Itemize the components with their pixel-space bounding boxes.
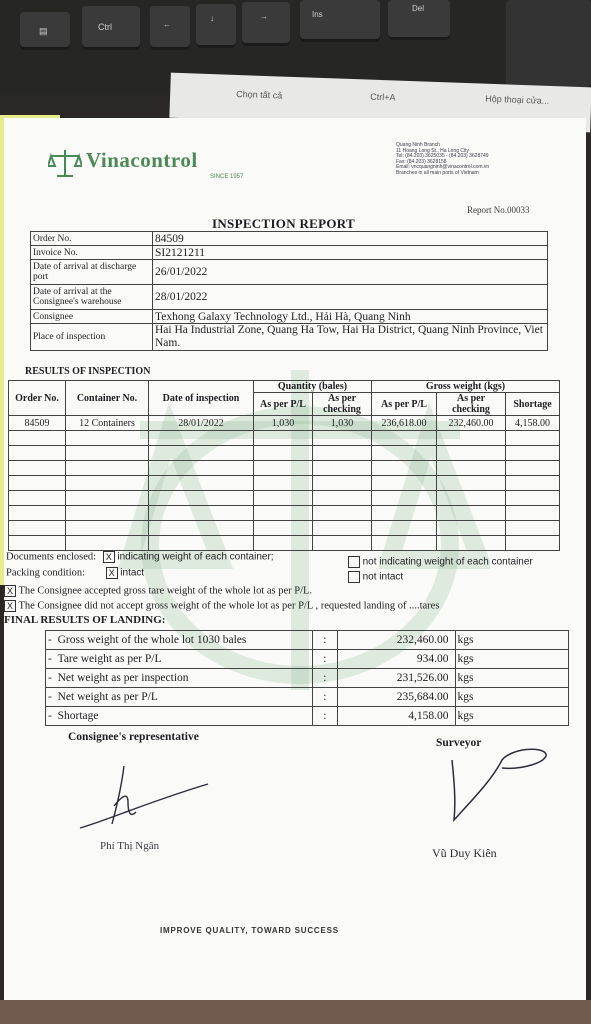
checkbox-not-intact[interactable] xyxy=(348,571,360,583)
table-row xyxy=(9,491,560,506)
not-accept-text: The Consignee did not accept gross weight of the whole lot as per P/L , requested landing of ....tares xyxy=(18,600,440,612)
table-row xyxy=(9,416,560,431)
final-unit: kgs xyxy=(455,650,568,669)
scales-icon xyxy=(48,148,82,178)
consignee-value: Texhong Galaxy Technology Ltd., Hải Hà, Quang Ninh xyxy=(153,310,548,324)
final-separator: : xyxy=(312,669,337,688)
final-label: - Gross weight of the whole lot 1030 bales xyxy=(46,631,313,650)
not-accept-row xyxy=(4,600,439,612)
menu-key: ▤ xyxy=(20,12,70,50)
right-arrow-key: → xyxy=(242,2,290,46)
col-order-no: Order No. xyxy=(9,381,66,416)
table-row xyxy=(9,476,560,491)
doc-option-not-indicating: not indicating weight of each container xyxy=(362,556,533,568)
documents-label: Documents enclosed: xyxy=(6,551,97,563)
col-shortage: Shortage xyxy=(506,393,560,416)
final-label-text: Net weight as per P/L xyxy=(57,691,158,703)
table-row xyxy=(9,521,560,536)
company-since: SINCE 1957 xyxy=(210,174,244,180)
table-row xyxy=(46,669,569,688)
table-row xyxy=(31,285,548,310)
report-title: INSPECTION REPORT xyxy=(212,216,355,231)
branch-line: Tel: (84.203) 3625035 - (84.203) 3628749 xyxy=(396,153,489,160)
down-arrow-key: ↓ xyxy=(196,4,236,48)
cell-qty-check: 1,030 xyxy=(313,416,372,431)
packing-row-alt xyxy=(348,571,403,583)
final-unit: kgs xyxy=(455,707,568,726)
invoice-no-label: Invoice No. xyxy=(31,246,153,260)
table-row xyxy=(9,461,560,476)
arrival-warehouse-label: Date of arrival at the Consignee's warehouse xyxy=(31,285,153,310)
packing-option-not-intact: not intact xyxy=(362,571,404,583)
cell-date: 28/01/2022 xyxy=(149,416,254,431)
arrival-warehouse-value: 28/01/2022 xyxy=(153,285,548,310)
table-row xyxy=(9,536,560,551)
table-row xyxy=(31,324,548,351)
table-row xyxy=(31,232,548,246)
final-value: 235,684.00 xyxy=(337,688,455,707)
underlying-paper: Chọn tất cả Ctrl+A Hộp thoại cửa... xyxy=(169,73,591,133)
checkbox-accepted[interactable]: X xyxy=(4,585,16,597)
final-results-table xyxy=(45,630,569,726)
col-gw-check: As per checking xyxy=(437,393,506,416)
table-row xyxy=(46,688,569,707)
checkbox-not-accepted[interactable]: X xyxy=(4,600,16,612)
place-label: Place of inspection xyxy=(31,324,153,351)
surveyor-name: Vũ Duy Kiên xyxy=(432,846,497,860)
final-unit: kgs xyxy=(455,669,568,688)
final-label-text: Shortage xyxy=(57,710,99,722)
table-row xyxy=(31,246,548,260)
table-header-row xyxy=(9,381,560,393)
cell-gw-pl: 236,618.00 xyxy=(372,416,437,431)
packing-option-intact: intact xyxy=(120,567,145,579)
col-container-no: Container No. xyxy=(66,381,149,416)
col-gw-pl: As per P/L xyxy=(372,393,437,416)
insert-key: Ins xyxy=(300,0,380,42)
cell-order-no: 84509 xyxy=(9,416,66,431)
order-no-value: 84509 xyxy=(153,232,548,246)
col-date: Date of inspection xyxy=(149,381,254,416)
final-value: 232,460.00 xyxy=(337,631,455,650)
table-row xyxy=(31,310,548,324)
consignee-label: Consignee xyxy=(31,310,153,324)
branch-line: Email: vncquangninh@vinacontrol.com.vn xyxy=(396,164,490,171)
final-results-title: FINAL RESULTS OF LANDING: xyxy=(4,614,166,626)
checkbox-not-indicating-weight[interactable] xyxy=(348,556,360,568)
final-label-text: Gross weight of the whole lot 1030 bales xyxy=(57,634,247,646)
doc-option-indicating: indicating weight of each container; xyxy=(117,551,274,563)
final-unit: kgs xyxy=(455,688,568,707)
documents-row-alt xyxy=(348,556,533,568)
table-row xyxy=(9,431,560,446)
branch-line: 11 Hoang Long St., Ha Long City xyxy=(396,147,470,154)
arrival-port-label: Date of arrival at discharge port xyxy=(31,260,153,285)
order-no-label: Order No. xyxy=(31,232,153,246)
final-unit: kgs xyxy=(455,631,568,650)
final-label: - Net weight as per P/L xyxy=(46,688,313,707)
key-block xyxy=(506,0,591,90)
accept-text: The Consignee accepted gross tare weight of the whole lot as per P/L. xyxy=(18,585,313,597)
final-label-text: Net weight as per inspection xyxy=(57,672,189,684)
final-separator: : xyxy=(312,707,337,726)
table-row xyxy=(31,260,548,285)
final-value: 934.00 xyxy=(337,650,455,669)
final-label: - Tare weight as per P/L xyxy=(46,650,313,669)
final-value: 4,158.00 xyxy=(337,707,455,726)
cell-qty-pl: 1,030 xyxy=(254,416,313,431)
table-row xyxy=(46,707,569,726)
consignee-signature xyxy=(78,762,218,832)
header-info-table xyxy=(30,231,548,351)
cell-shortage: 4,158.00 xyxy=(506,416,560,431)
table-row xyxy=(46,631,569,650)
col-quantity-group: Quantity (bales) xyxy=(254,381,372,393)
consignee-rep-label: Consignee's representative xyxy=(68,731,199,743)
final-label: - Shortage xyxy=(46,707,313,726)
packing-row xyxy=(6,567,144,579)
col-qty-pl: As per P/L xyxy=(254,393,313,416)
bottom-shadow xyxy=(0,1000,591,1024)
final-separator: : xyxy=(312,688,337,707)
final-value: 231,526.00 xyxy=(337,669,455,688)
table-row xyxy=(9,446,560,461)
checkbox-indicating-weight[interactable]: X xyxy=(103,551,115,563)
final-separator: : xyxy=(312,631,337,650)
ctrl-key: Ctrl xyxy=(82,6,140,50)
checkbox-intact[interactable]: X xyxy=(106,567,118,579)
branch-line: Fax: (84.203) 3628158 xyxy=(396,158,447,165)
table-row xyxy=(46,650,569,669)
accept-row xyxy=(4,585,312,597)
consignee-name: Phí Thị Ngân xyxy=(100,840,160,852)
col-gross-group: Gross weight (kgs) xyxy=(372,381,560,393)
branch-address xyxy=(396,143,556,177)
documents-row xyxy=(6,551,274,563)
table-row xyxy=(9,506,560,521)
branch-line: Quang Ninh Branch xyxy=(396,142,440,148)
company-name: Vinacontrol xyxy=(86,148,198,172)
cell-gw-check: 232,460.00 xyxy=(437,416,506,431)
footer-slogan: IMPROVE QUALITY, TOWARD SUCCESS xyxy=(160,926,339,935)
final-separator: : xyxy=(312,650,337,669)
results-section-title: RESULTS OF INSPECTION xyxy=(25,366,151,377)
report-number: Report No.00033 xyxy=(467,205,530,215)
surveyor-signature xyxy=(442,740,562,830)
arrival-port-value: 26/01/2022 xyxy=(153,260,548,285)
packing-label: Packing condition: xyxy=(6,567,86,579)
delete-key: Del xyxy=(388,0,450,40)
surveyor-label: Surveyor xyxy=(436,737,482,749)
invoice-no-value: SI2121211 xyxy=(153,246,548,260)
branch-line: Branches in all main ports of Vietnam xyxy=(396,169,479,176)
left-arrow-key: ← xyxy=(150,6,190,50)
results-table xyxy=(8,380,560,551)
col-qty-check: As per checking xyxy=(313,393,372,416)
cell-container-no: 12 Containers xyxy=(66,416,149,431)
final-label-text: Tare weight as per P/L xyxy=(57,653,162,665)
place-value: Hai Ha Industrial Zone, Quang Ha Tow, Hai Ha District, Quang Ninh Province, Viet Nam. xyxy=(153,324,548,351)
final-label: - Net weight as per inspection xyxy=(46,669,313,688)
